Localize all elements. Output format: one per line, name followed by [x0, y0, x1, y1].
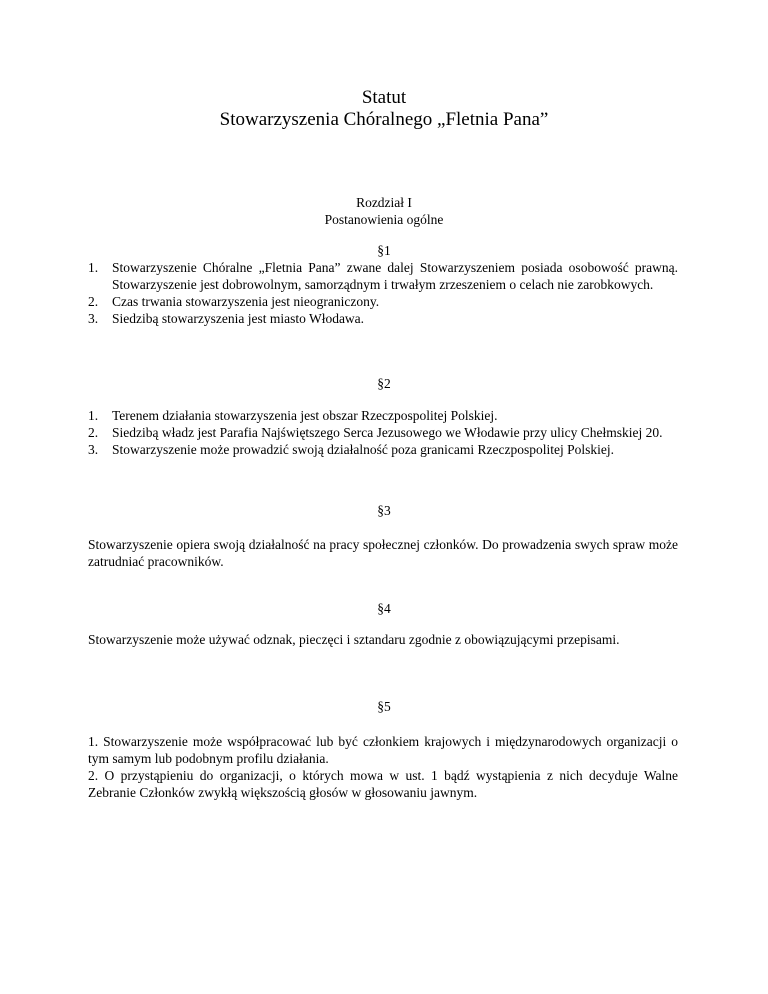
- list-item-number: 1.: [88, 408, 99, 423]
- section-3-paragraph: Stowarzyszenie opiera swoją działalność na pracy społecznej członków. Do prowadzenia swych spraw może zatrudniać pracowników.: [88, 537, 678, 569]
- list-item: [88, 293, 678, 310]
- list-item: [88, 441, 678, 458]
- list-item-text: Siedzibą stowarzyszenia jest miasto Włodawa.: [112, 311, 365, 326]
- list-item: [88, 259, 678, 293]
- section-2-heading: §2: [377, 376, 391, 391]
- section-3-text: [88, 536, 678, 570]
- section-5-heading: §5: [377, 699, 391, 714]
- list-item: [88, 407, 678, 424]
- list-item-text: Siedzibą władz jest Parafia Najświętszego Serca Jezusowego we Włodawie przy ulicy Chełmskiej 20.: [112, 425, 663, 440]
- list-item: [88, 424, 678, 441]
- list-item-number: 2.: [88, 294, 99, 309]
- list-item-text: Stowarzyszenie Chóralne „Fletnia Pana” zwane dalej Stowarzyszeniem posiada osobowość prawną. Stowarzyszenie jest dobrowolnym, samorządnym i trwałym zrzeszeniem o celach nie zarobkowych.: [112, 260, 678, 292]
- list-item-text: Terenem działania stowarzyszenia jest obszar Rzeczpospolitej Polskiej.: [112, 408, 498, 423]
- list-item-text: Stowarzyszenie może prowadzić swoją działalność poza granicami Rzeczpospolitej Polskiej.: [112, 442, 614, 457]
- section-1-list: [88, 259, 678, 327]
- list-item-text: Czas trwania stowarzyszenia jest nieograniczony.: [112, 294, 380, 309]
- section-4-text: [88, 631, 678, 648]
- list-item-number: 2.: [88, 425, 99, 440]
- section-5-paragraph-1: 1. Stowarzyszenie może współpracować lub być członkiem krajowych i międzynarodowych organizacji o tym samym lub podobnym profilu działania.: [88, 734, 678, 766]
- list-item: [88, 310, 678, 327]
- section-5-text: [88, 733, 678, 801]
- list-item-number: 3.: [88, 311, 99, 326]
- chapter-number: Rozdział I: [356, 195, 412, 210]
- document-title-line1: Statut: [361, 87, 407, 108]
- section-2-list: [88, 407, 678, 458]
- section-5-paragraph-2: 2. O przystąpieniu do organizacji, o których mowa w ust. 1 bądź wystąpienia z nich decyduje Walne Zebranie Członków zwykłą większością głosów w głosowaniu jawnym.: [88, 768, 678, 800]
- document-title-line2: Stowarzyszenia Chóralnego „Fletnia Pana”: [219, 109, 549, 130]
- list-item-number: 3.: [88, 442, 99, 457]
- chapter-title: Postanowienia ogólne: [324, 212, 444, 227]
- list-item-number: 1.: [88, 260, 99, 275]
- section-4-heading: §4: [377, 601, 391, 616]
- section-4-paragraph: Stowarzyszenie może używać odznak, pieczęci i sztandaru zgodnie z obowiązującymi przepisami.: [88, 632, 620, 647]
- section-3-heading: §3: [377, 503, 391, 518]
- section-1-heading: §1: [377, 243, 391, 258]
